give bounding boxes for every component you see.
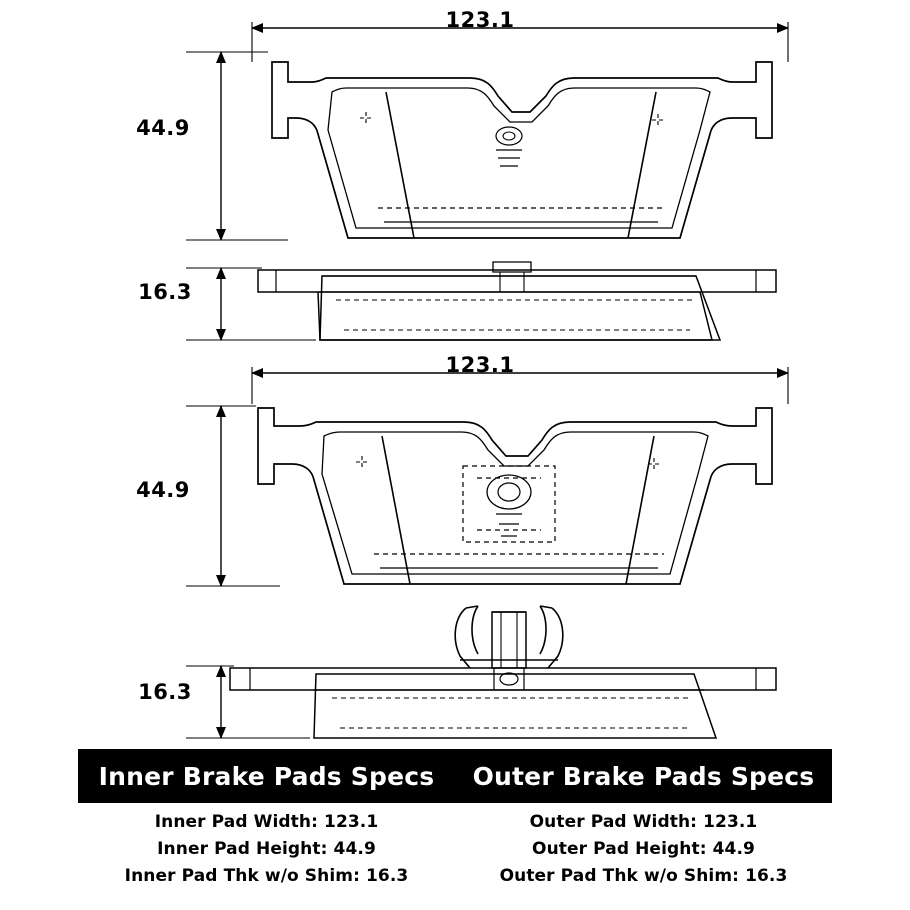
dimension-label-bottom-height: 44.9 xyxy=(136,478,190,502)
dimension-label-bottom-width: 123.1 xyxy=(445,353,515,377)
specs-table xyxy=(78,812,832,893)
inner-pad-thickness: Inner Pad Thk w/o Shim: 16.3 xyxy=(124,866,409,886)
inner-pad-width: Inner Pad Width: 123.1 xyxy=(154,812,379,832)
dimension-label-bottom-thickness: 16.3 xyxy=(138,680,192,704)
outer-specs-title: Outer Brake Pads Specs xyxy=(472,761,815,791)
table-row xyxy=(78,866,832,886)
outer-pad-thickness: Outer Pad Thk w/o Shim: 16.3 xyxy=(499,866,788,886)
dimension-label-top-thickness: 16.3 xyxy=(138,280,192,304)
outer-pad-height: Outer Pad Height: 44.9 xyxy=(532,839,755,859)
table-row xyxy=(78,812,832,832)
inner-pad-height: Inner Pad Height: 44.9 xyxy=(157,839,376,859)
outer-pad-width: Outer Pad Width: 123.1 xyxy=(529,812,758,832)
inner-specs-title: Inner Brake Pads Specs xyxy=(98,761,435,791)
specs-banner xyxy=(78,749,832,803)
table-row xyxy=(78,839,832,859)
dimension-label-top-height: 44.9 xyxy=(136,116,190,140)
dimension-label-top-width: 123.1 xyxy=(445,8,515,32)
